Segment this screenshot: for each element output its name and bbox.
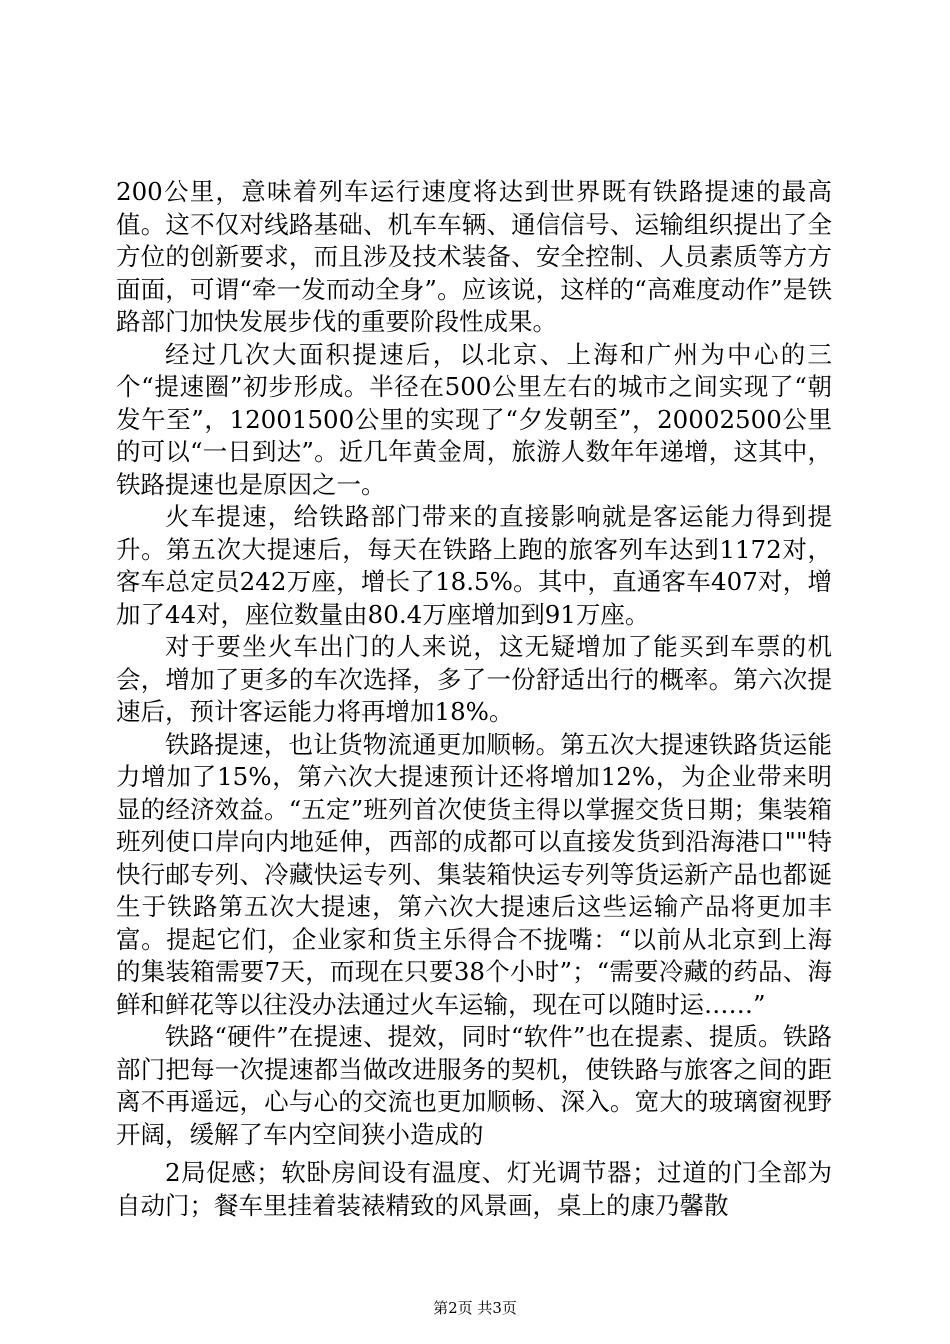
paragraph: 200公里，意味着列车运行速度将达到世界既有铁路提速的最高值。这不仅对线路基础、机车车辆、通信信号、运输组织提出了全方位的创新要求，而且涉及技术装备、安全控制、人员素质等方方面面，可谓“牵一发而动全身”。应该说，这样的“高难度动作”是铁路部门加快发展步伐的重要阶段性成果。: [116, 177, 832, 336]
paragraph: 铁路提速，也让货物流通更加顺畅。第五次大提速铁路货运能力增加了15%，第六次大提速预计还将增加12%，为企业带来明显的经济效益。“五定”班列首次使货主得以掌握交货日期；集装箱班列使口岸向内地延伸，西部的成都可以直接发货到沿海港口""特快行邮专列、冷藏快运专列、集装箱快运专列等货运新产品也都诞生于铁路第五次大提速，第六次大提速后这些运输产品将更加丰富。提起它们，企业家和货主乐得合不拢嘴：“以前从北京到上海的集装箱需要7天，而现在只要38个小时”；“需要冷藏的药品、海鲜和鲜花等以往没办法通过火车运输，现在可以随时运……”: [116, 729, 832, 1019]
paragraph: 经过几次大面积提速后，以北京、上海和广州为中心的三个“提速圈”初步形成。半径在500公里左右的城市之间实现了“朝发午至”，12001500公里的实现了“夕发朝至”，20002500公里的可以“一日到达”。近几年黄金周，旅游人数年年递增，这其中，铁路提速也是原因之一。: [116, 339, 832, 499]
paragraph: 火车提速，给铁路部门带来的直接影响就是客运能力得到提升。第五次大提速后，每天在铁路上跑的旅客列车达到1172对，客车总定员242万座，增长了18.5%。其中，直通客车407对，增加了44对，座位数量由80.4万座增加到91万座。: [116, 502, 832, 629]
page-footer: [0, 1298, 950, 1318]
document-body: [116, 176, 832, 1222]
paragraph: 对于要坐火车出门的人来说，这无疑增加了能买到车票的机会，增加了更多的车次选择，多了一份舒适出行的概率。第六次提速后，预计客运能力将再增加18%。: [116, 632, 832, 726]
paragraph: 2局促感；软卧房间设有温度、灯光调节器；过道的门全部为自动门；餐车里挂着装裱精致的风景画，桌上的康乃馨散: [116, 1158, 832, 1220]
paragraph: 铁路“硬件”在提速、提效，同时“软件”也在提素、提质。铁路部门把每一次提速都当做改进服务的契机，使铁路与旅客之间的距离不再遥远，心与心的交流也更加顺畅、深入。宽大的玻璃窗视野开阔，缓解了车内空间狭小造成的: [116, 1022, 832, 1149]
page-number-label: 第2页 共3页: [433, 1299, 517, 1317]
